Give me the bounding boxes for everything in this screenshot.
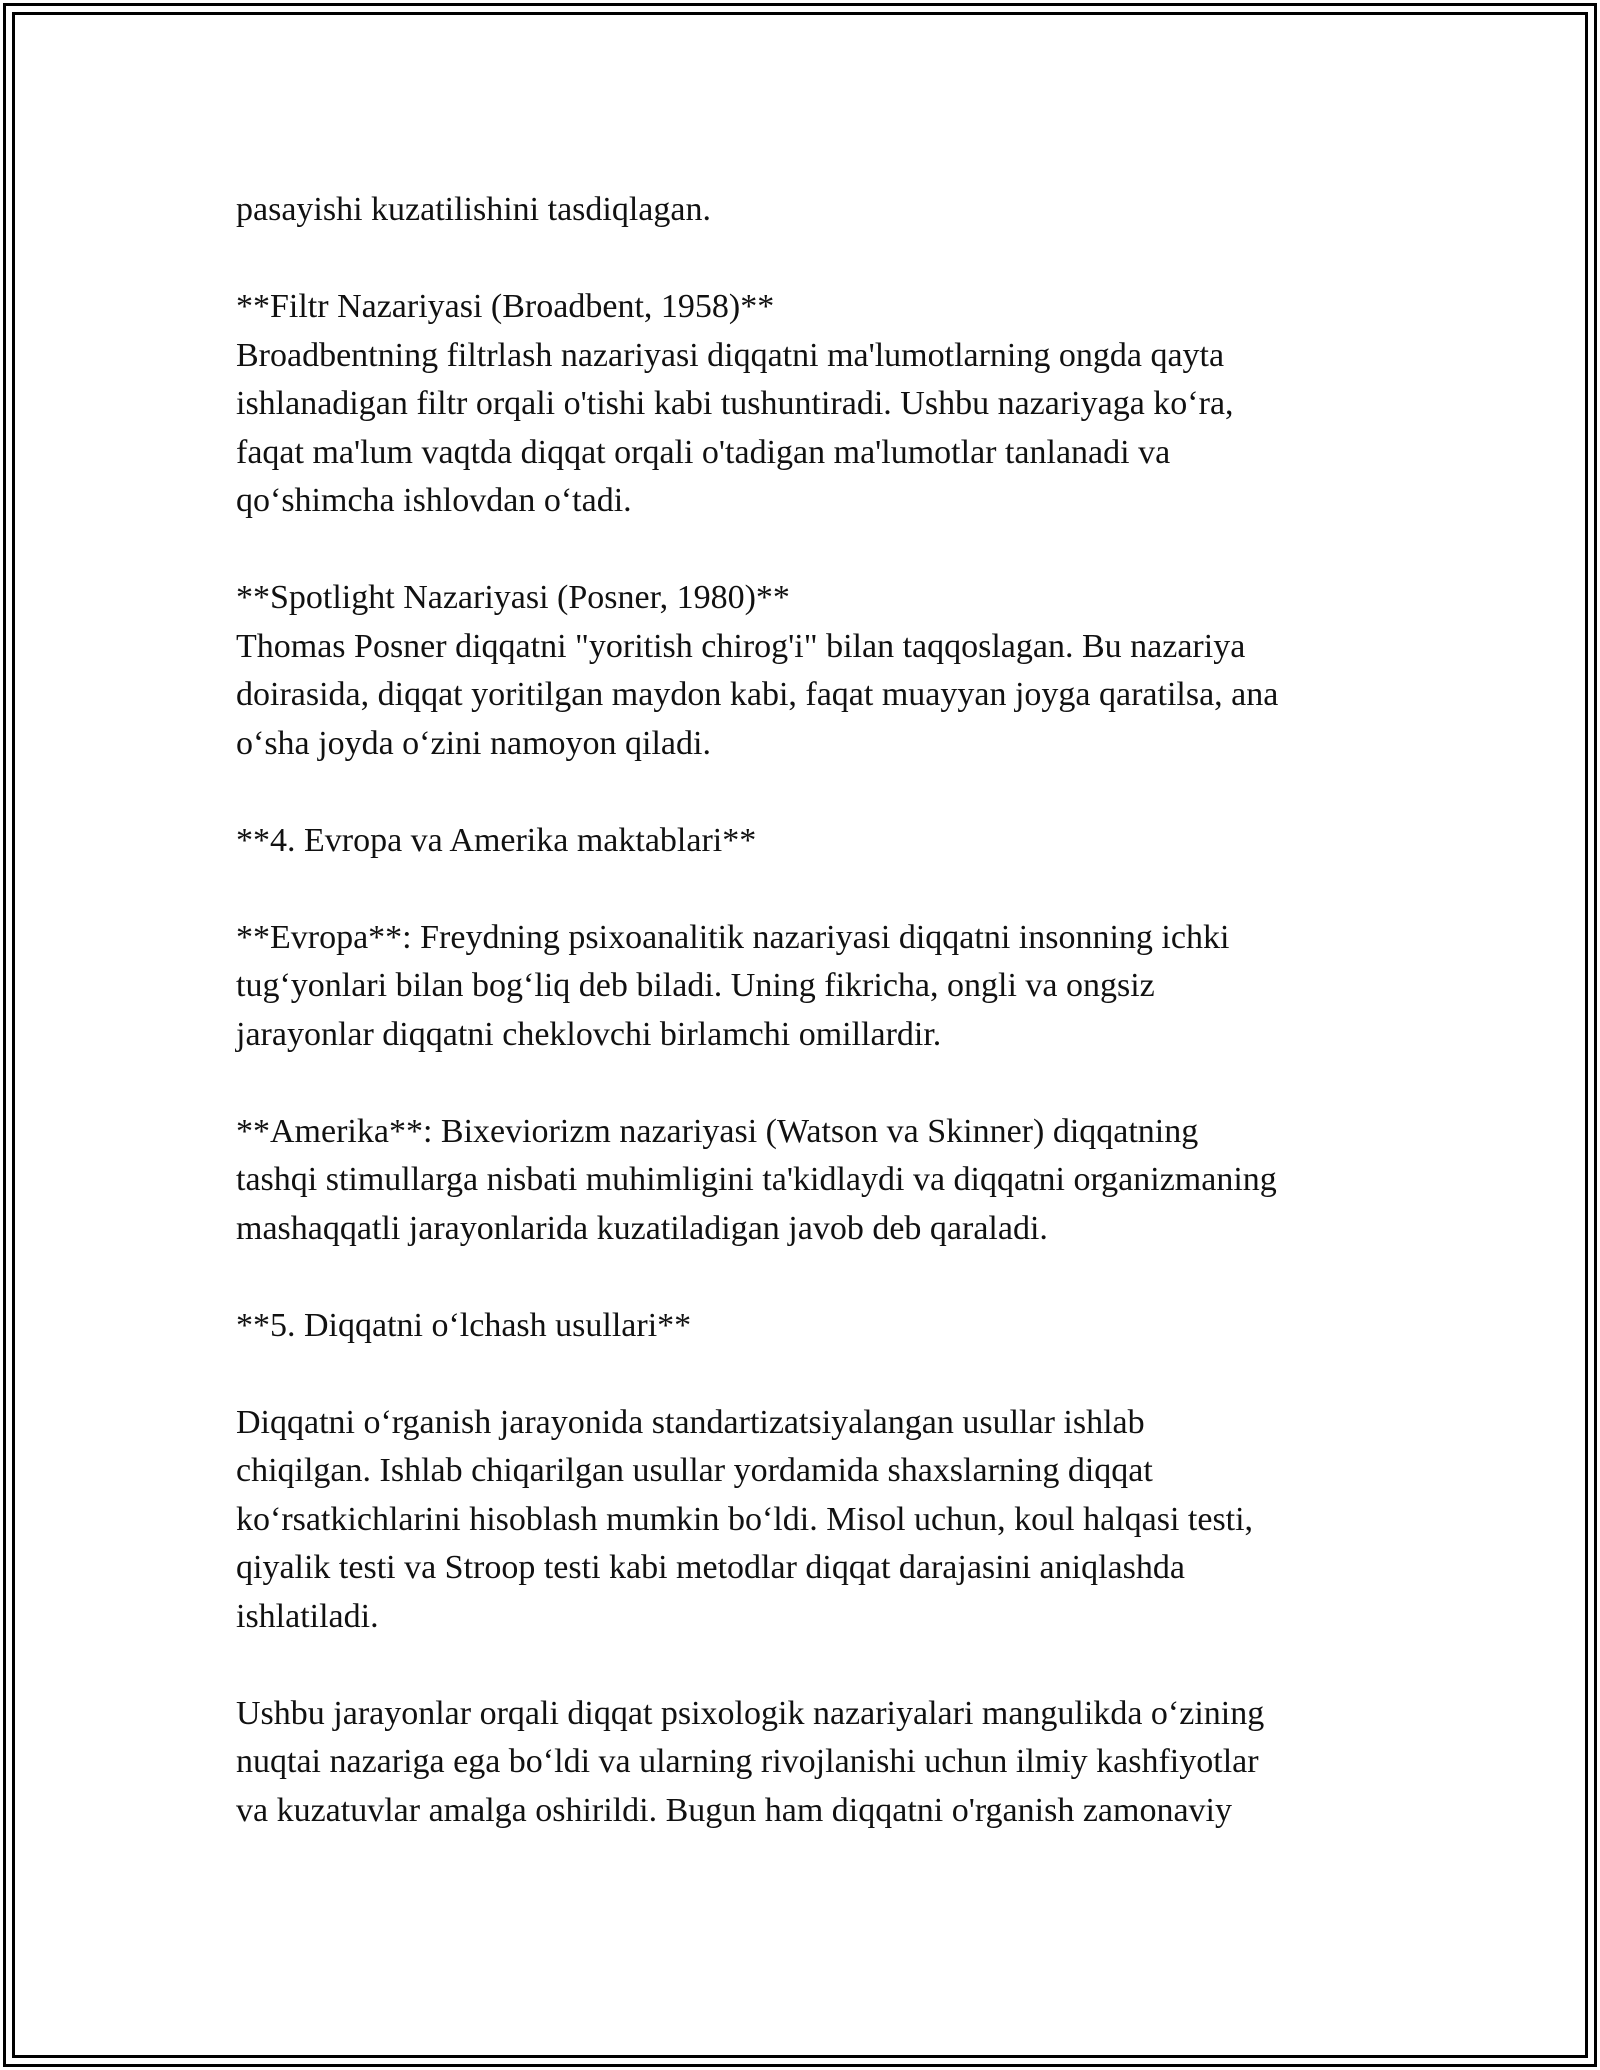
paragraph-filter-theory [236,283,1376,526]
text-line: qo‘shimcha ishlovdan o‘tadi. [236,482,632,519]
section-heading: **Filtr Nazariyasi (Broadbent, 1958)** [236,288,775,325]
text-line: pasayishi kuzatilishini tasdiqlagan. [236,191,711,228]
paragraph-continuation [236,186,1376,235]
section-heading: **Spotlight Nazariyasi (Posner, 1980)** [236,579,790,616]
paragraph-spotlight-theory [236,574,1376,768]
text-line: o‘sha joyda o‘zini namoyon qiladi. [236,724,711,762]
text-line: qiyalik testi va Stroop testi kabi metodlar diqqat darajasini aniqlashda [236,1549,1185,1586]
text-line: tashqi stimullarga nisbati muhimligini ta'kidlaydi va diqqatni organizmaning [236,1161,1277,1198]
text-line: **Amerika**: Bixeviorizm nazariyasi (Watson va Skinner) diqqatning [236,1112,1199,1150]
text-line: **Evropa**: Freydning psixoanalitik nazariyasi diqqatni insonning ichki [236,918,1230,956]
section-heading: **4. Evropa va Amerika maktablari** [236,821,757,859]
paragraph-america [236,1108,1376,1254]
paragraph-gap [236,865,1376,914]
text-line: faqat ma'lum vaqtda diqqat orqali o'tadigan ma'lumotlar tanlanadi va [236,433,1171,471]
paragraph-measurement-methods [236,1399,1376,1642]
document-body [236,186,1376,1835]
paragraph-gap [236,526,1376,575]
text-line: jarayonlar diqqatni cheklovchi birlamchi omillardir. [236,1015,942,1053]
section-heading: **5. Diqqatni o‘lchash usullari** [236,1306,692,1344]
text-line: ishlatiladi. [236,1597,379,1635]
text-line: nuqtai nazariga ega bo‘ldi va ularning rivojlanishi uchun ilmiy kashfiyotlar [236,1743,1259,1780]
paragraph-europe [236,914,1376,1060]
text-line: mashaqqatli jarayonlarida kuzatiladigan javob deb qaraladi. [236,1209,1048,1247]
text-line: chiqilgan. Ishlab chiqarilgan usullar yordamida shaxslarning diqqat [236,1452,1153,1489]
paragraph-gap [236,1641,1376,1690]
paragraph-gap [236,235,1376,284]
text-line: Diqqatni o‘rganish jarayonida standartizatsiyalangan usullar ishlab [236,1403,1145,1441]
paragraph-section-5-heading [236,1302,1376,1351]
paragraph-conclusion [236,1690,1376,1836]
text-line: tug‘yonlari bilan bog‘liq deb biladi. Uning fikricha, ongli va ongsiz [236,967,1155,1004]
text-line: Ushbu jarayonlar orqali diqqat psixologik nazariyalari mangulikda o‘zining [236,1694,1265,1732]
text-line: va kuzatuvlar amalga oshirildi. Bugun ham diqqatni o'rganish zamonaviy [236,1791,1232,1829]
text-line: ko‘rsatkichlarini hisoblash mumkin bo‘ldi. Misol uchun, koul halqasi testi, [236,1500,1254,1538]
paragraph-gap [236,1059,1376,1108]
text-line: Thomas Posner diqqatni "yoritish chirog'i" bilan taqqoslagan. Bu nazariya [236,627,1246,665]
paragraph-gap [236,1253,1376,1302]
text-line: ishlanadigan filtr orqali o'tishi kabi tushuntiradi. Ushbu nazariyaga ko‘ra, [236,385,1234,422]
text-line: doirasida, diqqat yoritilgan maydon kabi, faqat muayyan joyga qaratilsa, ana [236,676,1279,713]
paragraph-gap [236,768,1376,817]
text-line: Broadbentning filtrlash nazariyasi diqqatni ma'lumotlarning ongda qayta [236,336,1225,374]
paragraph-section-4-heading [236,817,1376,866]
paragraph-gap [236,1350,1376,1399]
